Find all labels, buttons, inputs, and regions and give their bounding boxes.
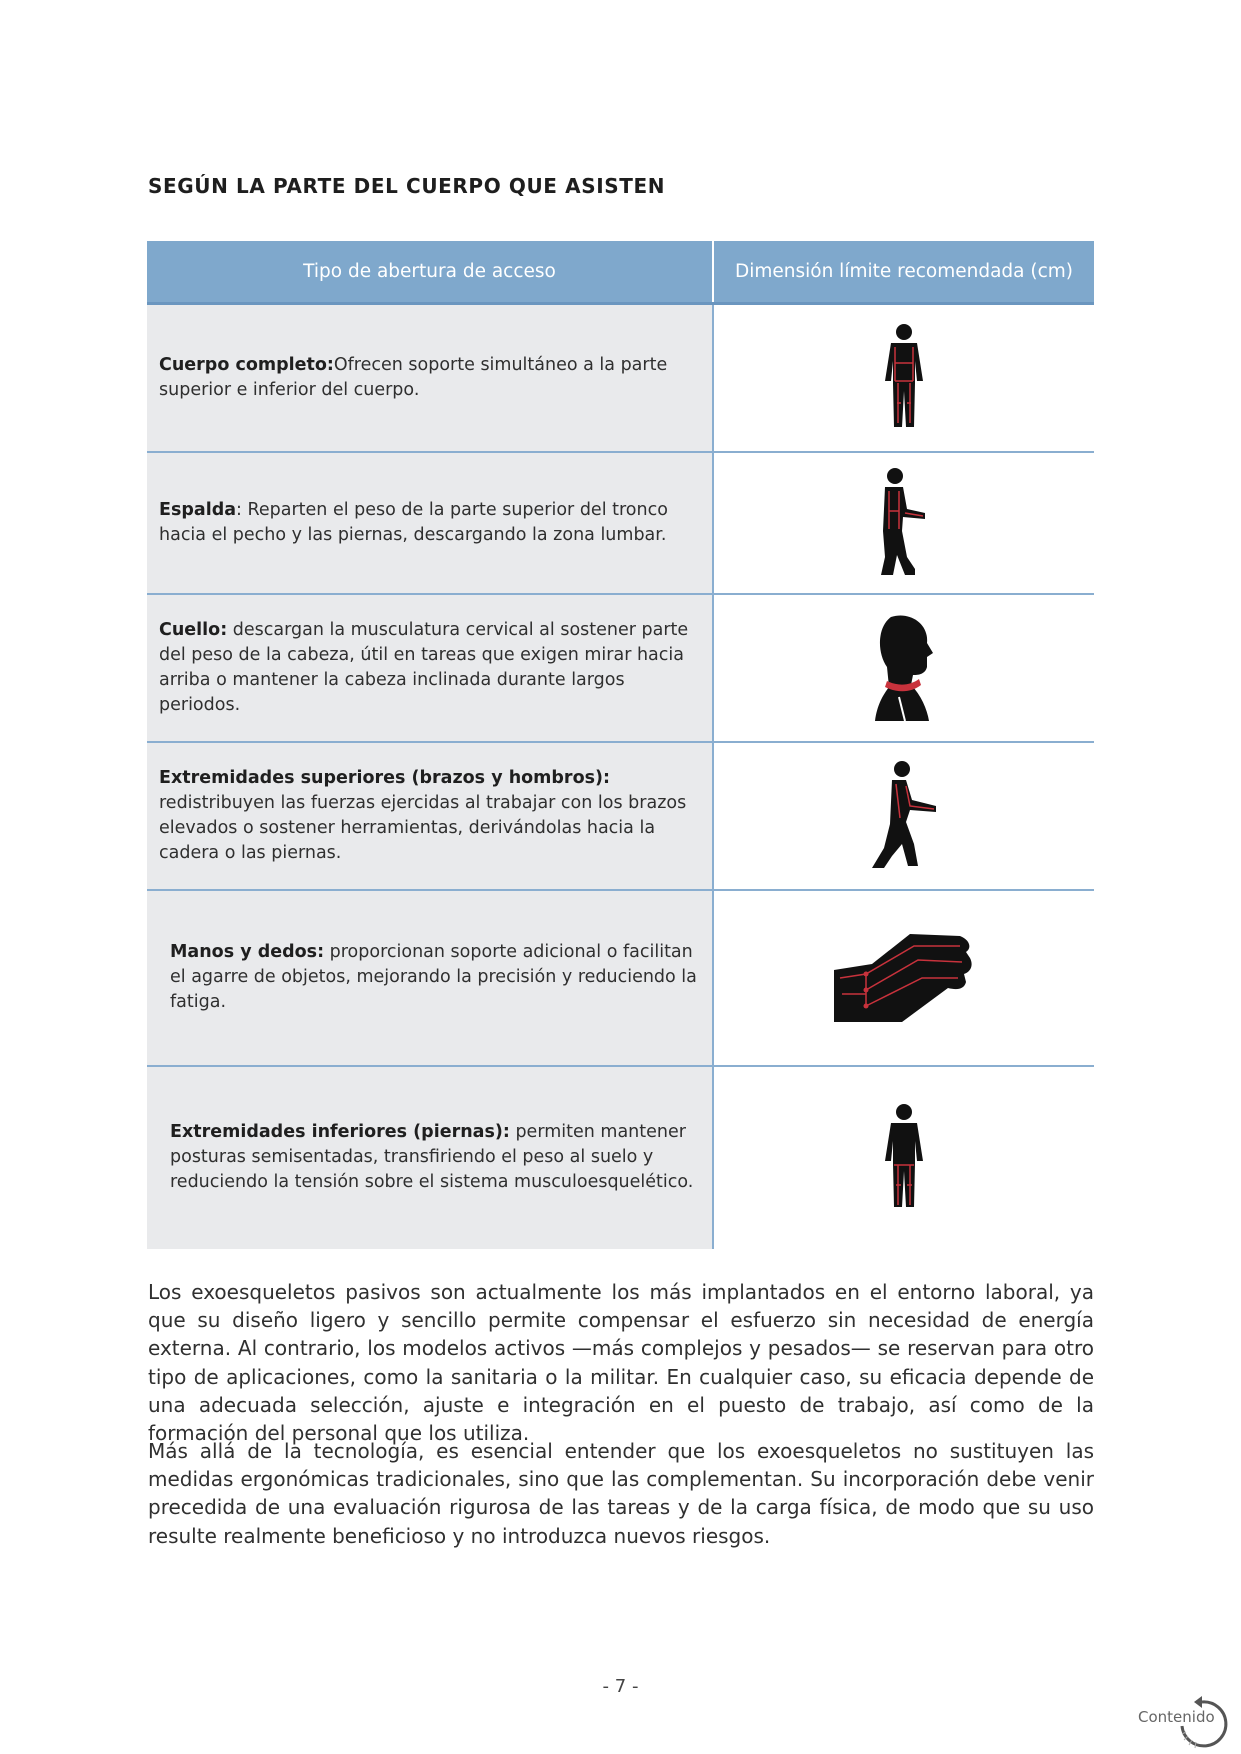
row-term: Cuello:: [159, 619, 228, 640]
row-illustration: [713, 890, 1094, 1066]
row-term: Espalda: [159, 499, 237, 520]
row-text: redistribuyen las fuerzas ejercidas al trabajar con los brazos elevados o sostener herramientas, derivándolas hacia la cadera o las piernas.: [159, 792, 687, 863]
row-illustration: [713, 594, 1094, 742]
row-description: [147, 594, 713, 742]
row-term: Extremidades superiores (brazos y hombros):: [159, 767, 611, 788]
row-term: Extremidades inferiores (piernas):: [170, 1122, 510, 1142]
lower-limbs-icon: [874, 1103, 934, 1213]
table-row: [147, 742, 1094, 890]
exoskeleton-body-table: [147, 241, 1094, 1249]
row-text: proporcionan soporte adicional o facilitan el agarre de objetos, mejorando la precisión y reduciendo la fatiga.: [170, 942, 697, 1012]
row-term: Manos y dedos:: [170, 942, 325, 962]
row-description: [147, 1066, 713, 1249]
row-term: Cuerpo completo:: [159, 354, 334, 375]
row-illustration: [713, 1066, 1094, 1249]
upper-limbs-icon: [862, 760, 946, 872]
row-text: Ofrecen soporte simultáneo a la parte superior e inferior del cuerpo.: [159, 354, 668, 400]
row-description: [147, 890, 713, 1066]
section-heading: SEGÚN LA PARTE DEL CUERPO QUE ASISTEN: [148, 174, 666, 198]
row-text: permiten mantener posturas semisentadas, transfiriendo el peso al suelo y reduciendo la tensión sobre el sistema musculoesquelético.: [170, 1122, 694, 1192]
page-number: - 7 -: [602, 1676, 639, 1697]
column-header-type: Tipo de abertura de acceso: [147, 241, 713, 304]
row-description: [147, 742, 713, 890]
table-row: [147, 1066, 1094, 1249]
contents-label: Contenido: [1138, 1708, 1215, 1726]
table-header-row: [147, 241, 1094, 304]
contents-link[interactable]: [1138, 1696, 1234, 1752]
row-illustration: [713, 452, 1094, 594]
row-illustration: [713, 742, 1094, 890]
back-icon: [869, 467, 939, 579]
row-text: descargan la musculatura cervical al sostener parte del peso de la cabeza, útil en tareas que exigen mirar hacia arriba o mantener la cabeza inclinada durante largos periodos.: [159, 619, 689, 715]
table-row: [147, 890, 1094, 1066]
full-body-icon: [874, 323, 934, 433]
body-paragraph-2: Más allá de la tecnología, es esencial entender que los exoesqueletos no sustituyen las medidas ergonómicas tradicionales, sino que las complementan. Su incorporación debe venir precedida de una evaluación rigurosa de las tareas y de la carga física, de modo que su uso resulte realmente beneficioso y no introduzca nuevos riesgos.: [148, 1439, 1094, 1548]
row-description: [147, 304, 713, 452]
table-row: [147, 304, 1094, 452]
hand-icon: [832, 930, 976, 1026]
row-description: [147, 452, 713, 594]
row-illustration: [713, 304, 1094, 452]
table-row: [147, 594, 1094, 742]
column-header-dimension: Dimensión límite recomendada (cm): [713, 241, 1094, 304]
body-paragraph-1: Los exoesqueletos pasivos son actualmente los más implantados en el entorno laboral, ya que su diseño ligero y sencillo permite compensar el esfuerzo sin necesidad de energía externa. Al contrario, los modelos activos —más complejos y pesados— se reservan para otro tipo de aplicaciones, como la sanitaria o la militar. En cualquier caso, su eficacia depende de una adecuada selección, ajuste e integración en el puesto de trabajo, así como de la formación del personal que los utiliza.: [148, 1280, 1094, 1446]
neck-icon: [869, 613, 939, 723]
row-text: : Reparten el peso de la parte superior del tronco hacia el pecho y las piernas, descargando la zona lumbar.: [159, 499, 668, 545]
return-arrow-icon: [1176, 1696, 1230, 1752]
table-row: [147, 452, 1094, 594]
